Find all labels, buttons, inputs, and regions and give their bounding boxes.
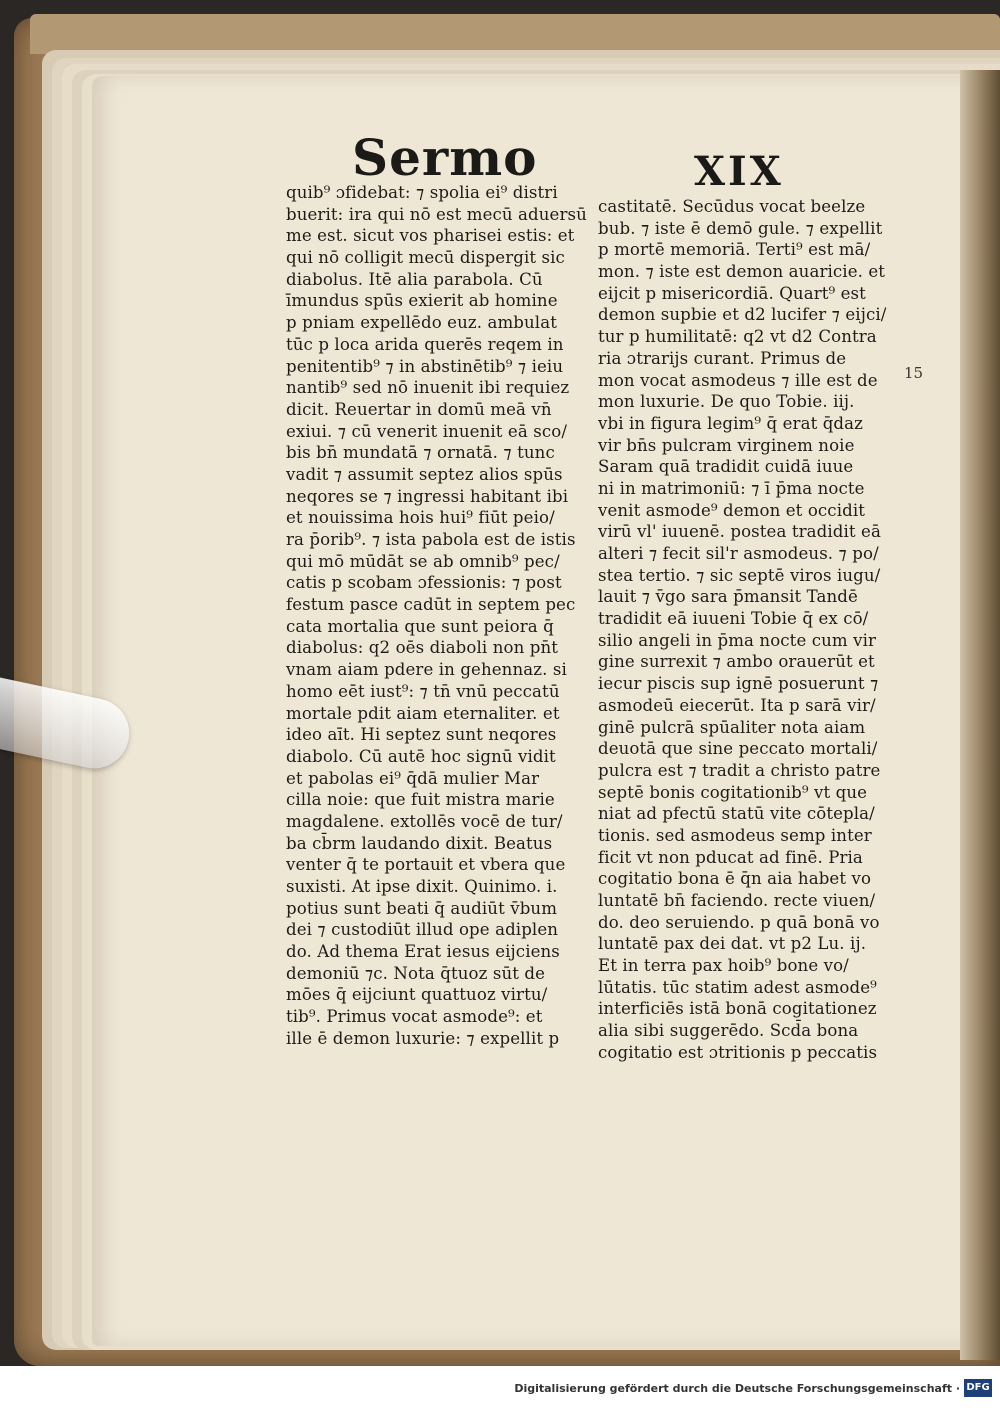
text-line: vir bn̄s pulcram virginem noie <box>598 435 855 455</box>
left-text-column <box>286 182 586 1050</box>
text-line: buerit: ira qui nō est mecū aduersū <box>286 204 587 224</box>
text-line: penitentib⁹ ⁊ in abstinētib⁹ ⁊ ieiu <box>286 356 564 376</box>
text-line: ficit vt non pducat ad finē. Pria <box>598 847 863 867</box>
text-line: alteri ⁊ fecit sil'r asmodeus. ⁊ po/ <box>598 544 879 563</box>
text-line: eijcit p misericordiā. Quart⁹ est <box>598 283 866 303</box>
text-line: festum pasce cadūt in septem pec <box>286 595 576 615</box>
text-line: p mortē memoriā. Terti⁹ est mā/ <box>598 240 871 260</box>
text-line: Saram quā tradidit cuidā iuue <box>598 457 854 477</box>
text-line: virū vl' iuuenē. postea tradidit eā <box>598 522 881 542</box>
text-line: nantib⁹ sed nō inuenit ibi requiez <box>286 378 570 398</box>
text-line: magdalene. extollēs vocē de tur/ <box>286 811 563 831</box>
text-line: qui mō mūdāt se ab omnib⁹ pec/ <box>286 551 560 571</box>
text-line: gine surrexit ⁊ ambo orauerūt et <box>598 652 875 672</box>
text-line: vadit ⁊ assumit septez alios spūs <box>286 464 563 484</box>
text-line: mon vocat asmodeus ⁊ ille est de <box>598 370 878 390</box>
text-line: cogitatio bona ē q̄n aia habet vo <box>598 869 872 889</box>
text-line: castitatē. Secūdus vocat beelze <box>598 197 866 216</box>
text-line: neqores se ⁊ ingressi habitant ibi <box>286 486 569 506</box>
text-line: exiui. ⁊ cū venerit inuenit eā sco/ <box>286 421 568 441</box>
text-line: bub. ⁊ iste ē demō gule. ⁊ expellit <box>598 218 883 238</box>
text-line: dicit. Reuertar in domū meā vn̄ <box>286 399 552 419</box>
text-line: et nouissima hois hui⁹ fiūt peio/ <box>286 508 555 528</box>
text-line: tionis. sed asmodeus semp inter <box>598 825 872 845</box>
text-line: cata mortalia que sunt peiora q̄ <box>286 616 554 636</box>
text-line: p pniam expellēdo euz. ambulat <box>286 313 557 333</box>
text-line: Et in terra pax hoib⁹ bone vo/ <box>598 956 849 976</box>
text-line: luntatē pax dei dat. vt p2 Lu. ij. <box>598 934 867 954</box>
text-line: īmundus spūs exierit ab homine <box>286 291 558 311</box>
text-line: demon supbie et d2 lucifer ⁊ eijci/ <box>598 305 887 325</box>
text-line: iecur piscis sup ignē posuerunt ⁊ <box>598 674 879 694</box>
text-line: tur p humilitatē: q2 vt d2 Contra <box>598 327 877 347</box>
text-line: demoniū ⁊c. Nota q̄tuoz sūt de <box>286 963 546 983</box>
text-line: et pabolas ei⁹ q̄dā mulier Mar <box>286 768 540 788</box>
text-line: lūtatis. tūc statim adest asmode⁹ <box>598 977 877 997</box>
text-line: diabolus. Itē alia parabola. Cū <box>286 269 543 289</box>
text-line: deuotā que sine peccato mortali/ <box>598 739 878 759</box>
text-line: bis bn̄ mundatā ⁊ ornatā. ⁊ tunc <box>286 443 555 463</box>
text-line: mortale pdit aiam eternaliter. et <box>286 703 560 723</box>
book-cover-top-edge <box>30 14 1000 54</box>
text-line: niat ad pfectū statū vite cōtepla/ <box>598 804 875 824</box>
text-line: ideo aīt. Hi septez sunt neqores <box>286 725 557 745</box>
text-line: luntatē bn̄ faciendo. recte viuen/ <box>598 891 876 910</box>
footer-bar <box>0 1366 1000 1411</box>
margin-annotation: 15 <box>904 364 924 382</box>
text-line: venit asmode⁹ demon et occidit <box>598 500 866 520</box>
text-line: dei ⁊ custodiūt illud ope adiplen <box>286 920 559 940</box>
text-line: mōes q̄ eijciunt quattuoz virtu/ <box>286 985 548 1005</box>
text-line: potius sunt beati q̄ audiūt v̄bum <box>286 898 558 918</box>
text-line: mon luxurie. De quo Tobie. iij. <box>598 392 855 412</box>
text-line: lauit ⁊ v̄go sara p̄mansit Tandē <box>598 587 858 607</box>
text-line: ginē pulcrā spūaliter nota aiam <box>598 717 866 737</box>
text-line: tūc p loca arida querēs reqem in <box>286 334 564 354</box>
text-line: interficiēs istā bonā cogitationez <box>598 999 877 1019</box>
right-text-column <box>598 196 908 1064</box>
text-line: homo eēt iust⁹: ⁊ tn̄ vnū peccatū <box>286 681 560 701</box>
text-line: mon. ⁊ iste est demon auaricie. et <box>598 262 886 282</box>
text-line: ille ē demon luxurie: ⁊ expellit p <box>286 1028 560 1048</box>
text-line: cilla noie: que fuit mistra marie <box>286 790 555 810</box>
text-line: do. Ad thema Erat iesus eijciens <box>286 942 560 962</box>
text-line: diabolo. Cū autē hoc signū vidit <box>286 746 556 766</box>
text-line: alia sibi suggerēdo. Scd̄a bona <box>598 1021 859 1041</box>
text-line: tib⁹. Primus vocat asmode⁹: et <box>286 1007 543 1027</box>
text-line: pulcra est ⁊ tradit a christo patre <box>598 760 881 780</box>
text-line: asmodeū eiecerūt. Ita p sarā vir/ <box>598 695 876 715</box>
book-gutter <box>960 70 1000 1360</box>
text-line: tradidit eā iuueni Tobie q̄ ex cō/ <box>598 609 869 629</box>
text-line: stea tertio. ⁊ sic septē viros iugu/ <box>598 565 881 585</box>
text-line: vbi in figura legim⁹ q̄ erat q̄daz <box>598 413 863 433</box>
text-line: suxisti. At ipse dixit. Quinimo. i. <box>286 877 558 896</box>
text-line: ra p̄orib⁹. ⁊ ista pabola est de istis <box>286 530 576 549</box>
text-line: catis p scobam ɔfessionis: ⁊ post <box>286 573 562 593</box>
text-line: ni in matrimoniū: ⁊ ī p̄ma nocte <box>598 478 865 498</box>
text-line: septē bonis cogitationib⁹ vt que <box>598 782 868 802</box>
text-line: ria ɔtrarijs curant. Primus de <box>598 348 847 368</box>
text-line: venter q̄ te portauit et vbera que <box>286 855 566 875</box>
running-head: Sermo <box>352 128 538 187</box>
text-line: cogitatio est ɔtritionis p peccatis <box>598 1042 878 1062</box>
folio-number: XIX <box>694 148 784 195</box>
funding-credit: Digitalisierung gefördert durch die Deutsche Forschungsgemeinschaft · <box>514 1382 960 1395</box>
text-line: qui nō colligit mecū dispergit sic <box>286 248 565 268</box>
text-line: ba cb̄rm laudando dixit. Beatus <box>286 833 553 853</box>
text-line: do. deo seruiendo. p quā bonā vo <box>598 912 880 932</box>
text-line: diabolus: q2 oēs diaboli non pn̄t <box>286 638 559 658</box>
text-line: me est. sicut vos pharisei estis: et <box>286 226 575 246</box>
dfg-logo: DFG <box>964 1379 992 1397</box>
text-line: quib⁹ ɔfidebat: ⁊ spolia ei⁹ distri <box>286 183 558 202</box>
text-line: vnam aiam pdere in gehennaz. si <box>286 660 567 680</box>
text-line: silio angeli in p̄ma nocte cum vir <box>598 630 877 650</box>
